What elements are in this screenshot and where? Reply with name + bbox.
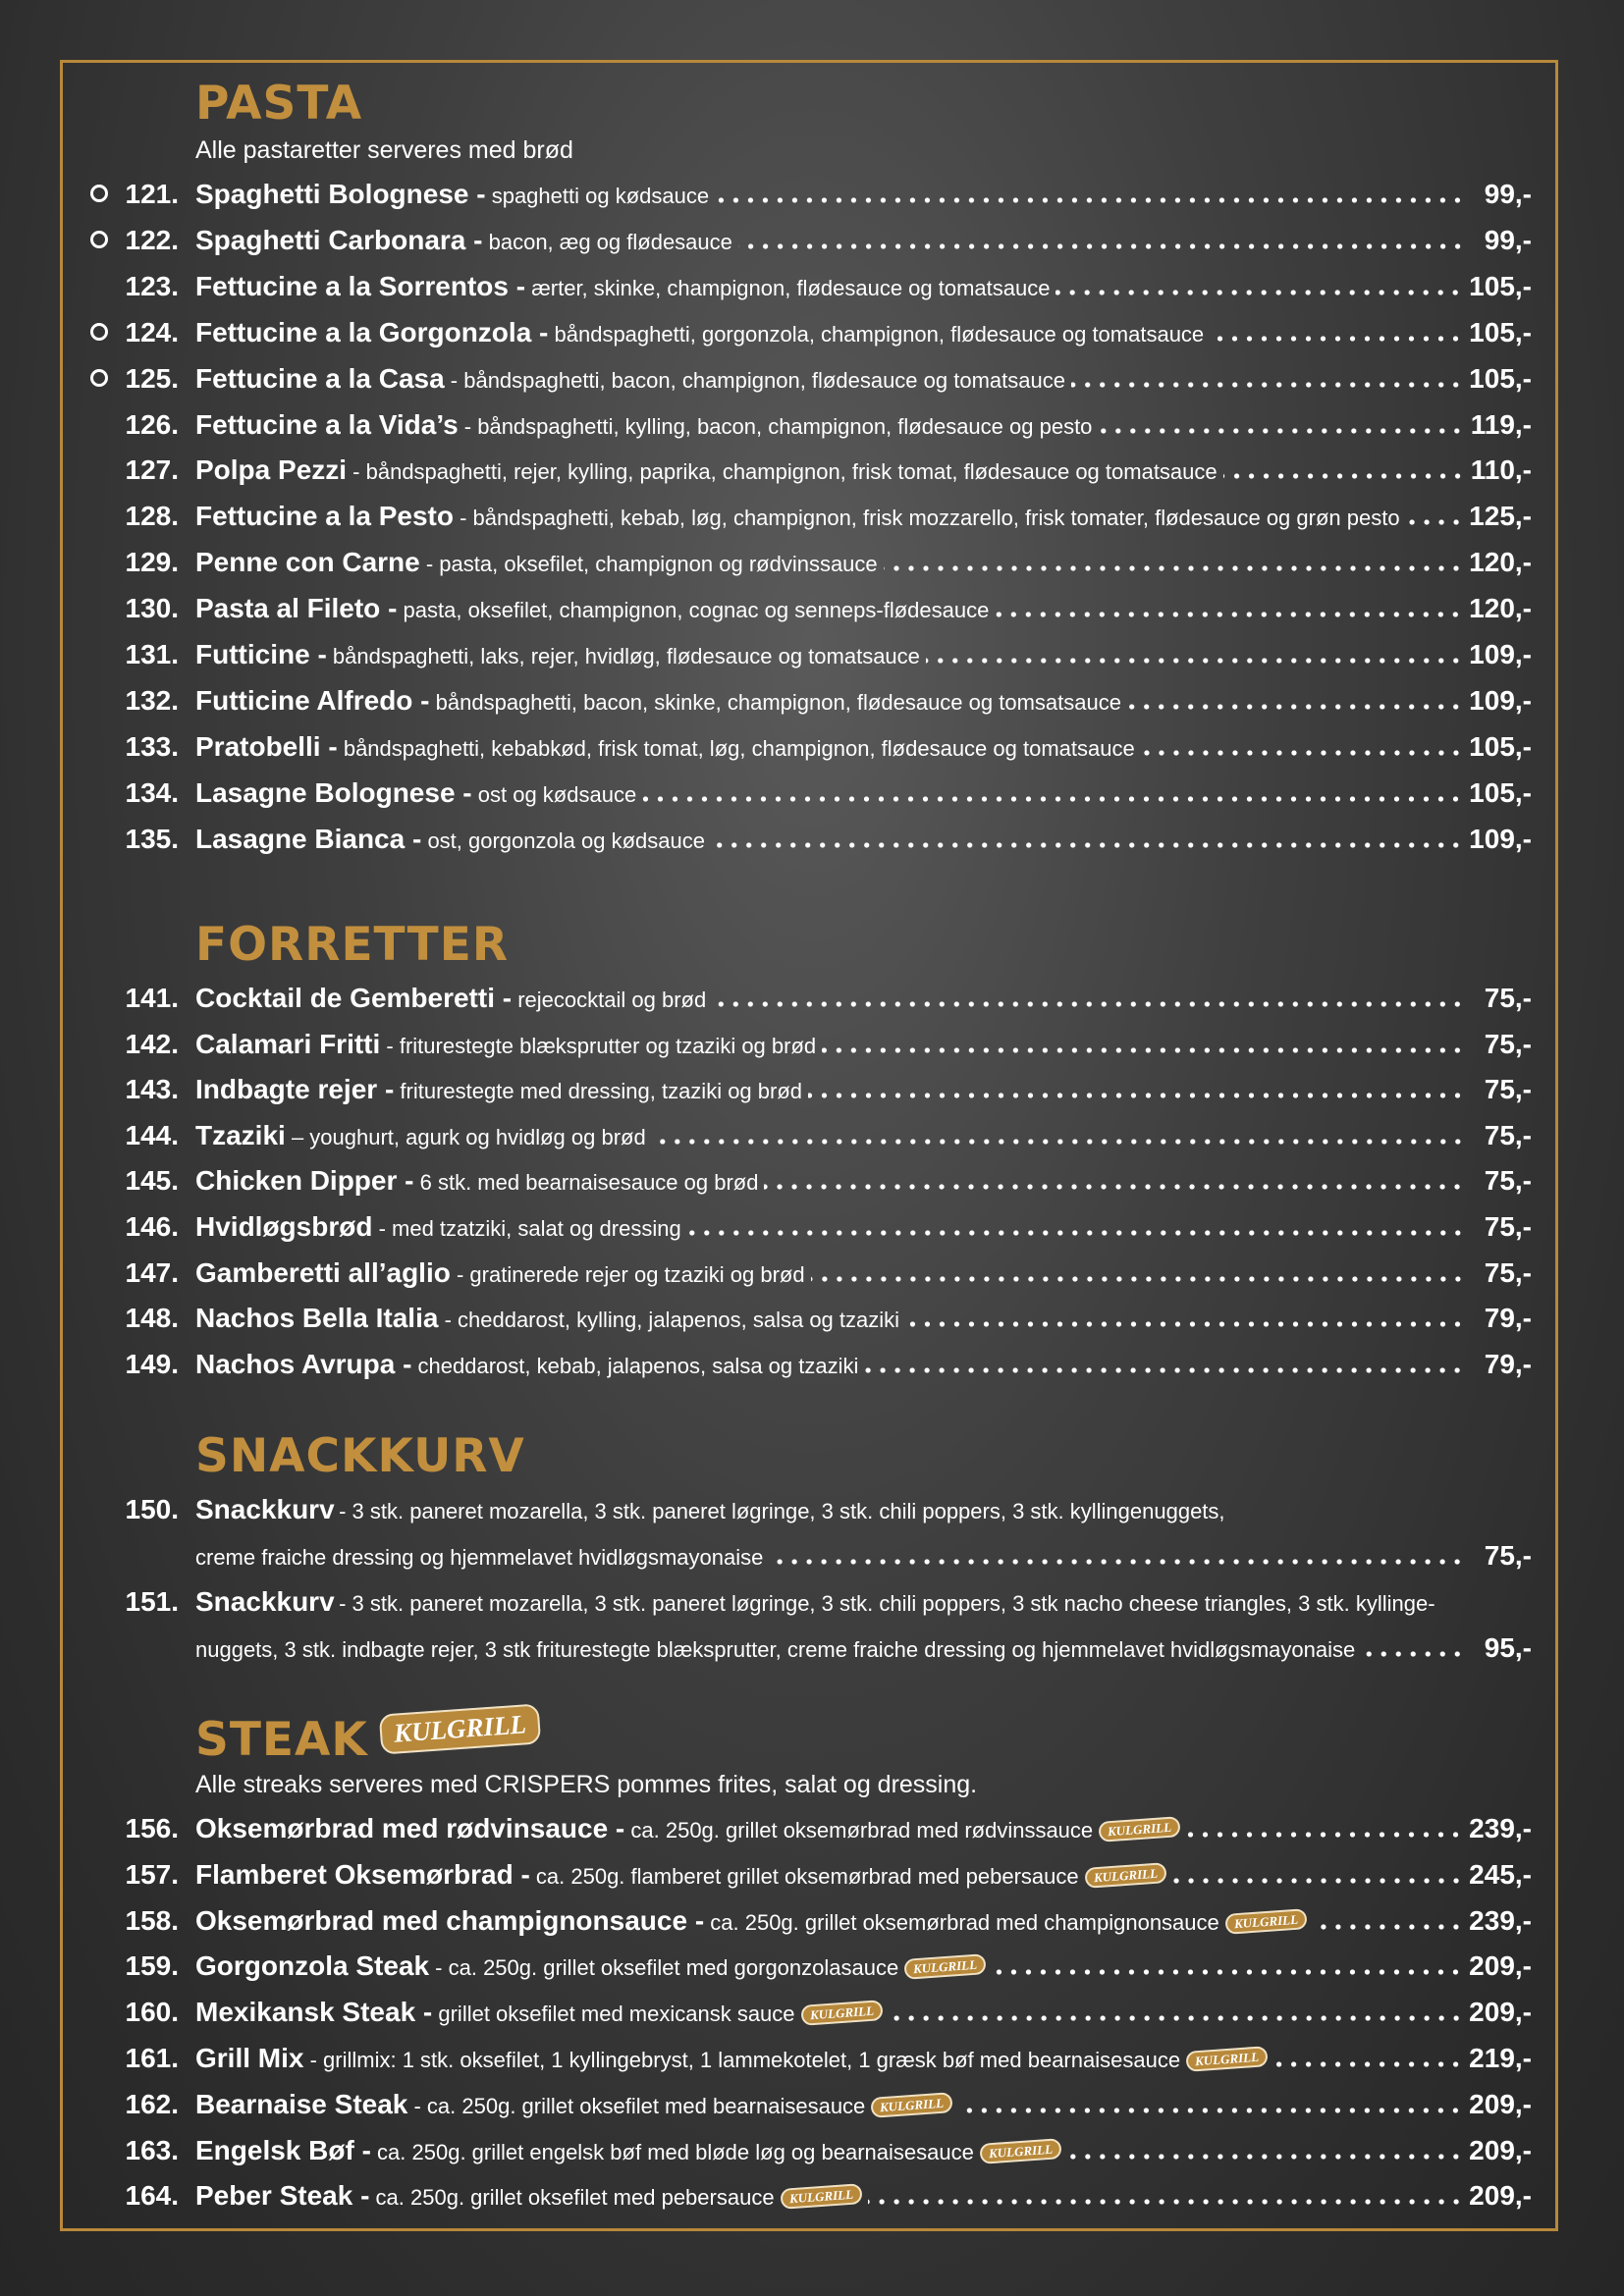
- item-line: [195, 2085, 1532, 2124]
- item-line: [195, 497, 1532, 536]
- kulgrill-badge: KULGRILL: [1084, 1862, 1166, 1889]
- item-name: Penne con Carne: [195, 547, 420, 578]
- item-name: Indbagte rejer -: [195, 1074, 395, 1105]
- item-number: 151.: [125, 1586, 179, 1617]
- dot-leader: [1186, 1829, 1463, 1841]
- menu-item: [0, 1855, 1624, 1901]
- item-description: grillet oksefilet med mexicansk sauce: [438, 2002, 795, 2027]
- menu-item: [0, 405, 1624, 452]
- item-description: - pasta, oksefilet, champignon og rødvinssauce: [425, 552, 878, 577]
- item-number: 164.: [125, 2180, 179, 2212]
- item-line: [195, 313, 1532, 352]
- item-number: 145.: [125, 1165, 179, 1197]
- item-price: 105,-: [1469, 362, 1532, 394]
- item-name: Oksemørbrad med rødvinsauce -: [195, 1813, 625, 1843]
- kulgrill-badge: KULGRILL: [1224, 1908, 1307, 1935]
- item-description: creme fraiche dressing og hjemmelavet hvidløgsmayonaise: [195, 1545, 764, 1570]
- kulgrill-badge: KULGRILL: [1185, 2046, 1268, 2072]
- item-price: 75,-: [1484, 1074, 1532, 1105]
- item-number: 127.: [125, 454, 179, 486]
- item-description: - ca. 250g. grillet oksefilet med bearnaisesauce: [413, 2093, 866, 2118]
- item-description: - ca. 250g. grillet oksefilet med gorgonzolasauce: [435, 1955, 899, 1981]
- item-price: 75,-: [1484, 1540, 1532, 1571]
- item-description: rejecocktail og brød: [517, 988, 707, 1012]
- dot-leader: [711, 839, 1463, 851]
- menu-item: [0, 1345, 1624, 1391]
- item-description: nuggets, 3 stk. indbagte rejer, 3 stk friturestegte blæksprutter, creme fraiche dressing og hjemmelavet hvidløgsmayonaise: [195, 1637, 1356, 1662]
- item-price: 120,-: [1469, 593, 1532, 624]
- dot-leader: [868, 2196, 1464, 2208]
- item-description: cheddarost, kebab, jalapenos, salsa og tzaziki: [417, 1353, 859, 1378]
- item-description: båndspaghetti, laks, rejer, hvidløg, flødesauce og tomatsauce: [332, 644, 920, 668]
- item-line: [195, 1993, 1532, 2032]
- dot-leader: [687, 1227, 1465, 1239]
- menu-item: [0, 2085, 1624, 2131]
- item-description: - grillmix: 1 stk. oksefilet, 1 kyllingebryst, 1 lammekotelet, 1 græsk bøf med bearnaisesauce: [309, 2048, 1181, 2072]
- menu-item: [0, 1582, 1624, 1675]
- item-description: ca. 250g. grillet oksemørbrad med champignonsauce: [710, 1909, 1219, 1935]
- item-description: båndspaghetti, kebabkød, frisk tomat, løg, champignon, flødesauce og tomatsauce: [343, 735, 1135, 761]
- dot-leader: [1172, 1875, 1464, 1887]
- item-second-line: [195, 1629, 1532, 1668]
- item-description: ca. 250g. grillet oksefilet med pebersauce: [375, 2185, 775, 2211]
- item-price: 110,-: [1470, 454, 1532, 486]
- item-price: 245,-: [1469, 1858, 1532, 1890]
- item-description: - 3 stk. paneret mozarella, 3 stk. paneret løgringe, 3 stk. chili poppers, 3 stk nacho cheese triangles, 3 stk. kyllinge-: [339, 1591, 1435, 1616]
- menu-item: [0, 681, 1624, 727]
- menu-item: [0, 451, 1624, 497]
- kulgrill-badge: KULGRILL: [1099, 1816, 1181, 1842]
- item-line: [195, 1855, 1532, 1895]
- section-title: PASTA: [195, 77, 363, 131]
- menu-item: [0, 313, 1624, 359]
- item-name: Mexikansk Steak -: [195, 1997, 433, 2028]
- item-name: Spaghetti Bolognese -: [195, 179, 486, 209]
- item-second-line: [195, 1536, 1532, 1575]
- item-name: Nachos Bella Italia: [195, 1303, 439, 1334]
- section-title: FORRETTER: [195, 918, 510, 972]
- item-name: Lasagne Bianca -: [195, 823, 422, 854]
- kulgrill-badge: KULGRILL: [780, 2184, 862, 2211]
- item-name: Tzaziki: [195, 1119, 286, 1150]
- item-number: 146.: [125, 1211, 179, 1242]
- menu-item: [0, 1490, 1624, 1582]
- dot-leader: [1223, 470, 1465, 482]
- item-name: Spaghetti Carbonara -: [195, 224, 483, 255]
- menu-item: [0, 1254, 1624, 1300]
- item-number: 157.: [125, 1858, 179, 1890]
- item-name: Pratobelli -: [195, 730, 338, 762]
- item-price: 105,-: [1469, 776, 1532, 808]
- item-name: Fettucine a la Casa: [195, 362, 445, 394]
- item-name: Bearnaise Steak: [195, 2088, 408, 2119]
- item-line: [195, 2176, 1532, 2216]
- menu-item: [0, 1993, 1624, 2039]
- item-name: Peber Steak -: [195, 2180, 370, 2212]
- item-number: 147.: [125, 1256, 179, 1288]
- item-name: Nachos Avrupa -: [195, 1348, 412, 1379]
- item-first-line: [195, 1582, 1435, 1622]
- item-name: Oksemørbrad med champignonsauce -: [195, 1904, 705, 1936]
- menu-item: [0, 497, 1624, 543]
- item-number: 124.: [125, 316, 179, 347]
- item-description: pasta, oksefilet, champignon, cognac og senneps-flødesauce: [403, 598, 990, 623]
- item-name: Cocktail de Gemberetti -: [195, 983, 513, 1013]
- item-price: 109,-: [1469, 639, 1532, 669]
- item-description: 6 stk. med bearnaisesauce og brød: [419, 1170, 759, 1196]
- item-price: 120,-: [1469, 547, 1532, 578]
- dot-leader: [889, 2012, 1464, 2024]
- section-title: SNACKKURV: [195, 1429, 525, 1483]
- menu-item: [0, 267, 1624, 313]
- item-number: 161.: [125, 2043, 179, 2073]
- item-description: ærter, skinke, champignon, flødesauce og tomatsauce: [531, 275, 1051, 300]
- kulgrill-badge: KULGRILL: [800, 2000, 883, 2026]
- menu-item: [0, 1901, 1624, 1948]
- item-number: 158.: [125, 1904, 179, 1936]
- item-description: - med tzatziki, salat og dressing: [378, 1216, 681, 1241]
- dot-leader: [712, 998, 1465, 1010]
- item-line: [195, 1901, 1532, 1941]
- dot-leader: [995, 609, 1463, 620]
- item-name: Engelsk Bøf -: [195, 2134, 371, 2165]
- item-name: Fettucine a la Gorgonzola -: [195, 316, 549, 347]
- item-description: - båndspaghetti, kylling, bacon, champignon, flødesauce og pesto: [463, 413, 1093, 439]
- item-description: friturestegte med dressing, tzaziki og brød: [400, 1079, 803, 1104]
- item-description: ca. 250g. grillet oksemørbrad med rødvinssauce: [630, 1818, 1094, 1842]
- item-description: ca. 250g. flamberet grillet oksemørbrad med pebersauce: [535, 1863, 1079, 1889]
- menu-item: [0, 727, 1624, 774]
- item-description: - gratinerede rejer og tzaziki og brød: [456, 1261, 805, 1287]
- item-number: 129.: [125, 547, 179, 578]
- dot-leader: [1098, 425, 1464, 437]
- menu-item: [0, 1207, 1624, 1254]
- item-description: spaghetti og kødsauce: [491, 184, 710, 208]
- item-description: - friturestegte blæksprutter og tzaziki og brød: [386, 1033, 817, 1058]
- item-line: [195, 1947, 1532, 1986]
- kulgrill-badge: KULGRILL: [979, 2138, 1061, 2164]
- item-number: 149.: [125, 1348, 179, 1379]
- item-description: båndspaghetti, gorgonzola, champignon, flødesauce og tomatsauce: [554, 321, 1205, 347]
- item-line: [195, 1809, 1532, 1848]
- menu-item: [0, 221, 1624, 267]
- kulgrill-badge: KULGRILL: [379, 1703, 541, 1754]
- item-price: 75,-: [1484, 1028, 1532, 1059]
- item-description: - båndspaghetti, kebab, løg, champignon, frisk mozzarello, frisk tomater, flødesauce og grøn pesto: [460, 506, 1400, 531]
- item-price: 75,-: [1484, 1165, 1532, 1197]
- item-number: 141.: [125, 983, 179, 1013]
- item-price: 105,-: [1469, 270, 1532, 301]
- dot-leader: [926, 655, 1463, 667]
- item-line: [195, 820, 1532, 859]
- dot-leader: [884, 562, 1464, 574]
- item-line: [195, 1116, 1532, 1155]
- item-name: Flamberet Oksemørbrad -: [195, 1858, 530, 1890]
- item-price: 75,-: [1484, 983, 1532, 1013]
- menu-item: [0, 589, 1624, 635]
- item-price: 209,-: [1469, 2088, 1532, 2119]
- kulgrill-badge: KULGRILL: [871, 2092, 953, 2118]
- item-price: 109,-: [1469, 823, 1532, 854]
- dot-leader: [1141, 747, 1463, 759]
- dot-leader: [738, 240, 1465, 252]
- item-price: 209,-: [1469, 1997, 1532, 2028]
- item-line: [195, 543, 1532, 582]
- item-description: bacon, æg og flødesauce: [488, 229, 732, 254]
- dot-leader: [1313, 1921, 1463, 1933]
- dot-leader: [769, 1556, 1465, 1568]
- item-description: båndspaghetti, bacon, skinke, champignon, flødesauce og tomsatsauce: [435, 689, 1121, 715]
- item-price: 109,-: [1469, 684, 1532, 716]
- item-number: 148.: [125, 1303, 179, 1334]
- item-line: [195, 175, 1532, 214]
- menu-item: [0, 1116, 1624, 1162]
- item-line: [195, 1207, 1532, 1247]
- item-price: 119,-: [1470, 408, 1532, 440]
- menu-item: [0, 820, 1624, 866]
- dot-leader: [1273, 2058, 1463, 2070]
- menu-item: [0, 1161, 1624, 1207]
- item-price: 79,-: [1484, 1303, 1532, 1334]
- item-line: [195, 451, 1532, 490]
- menu-item: [0, 1025, 1624, 1071]
- dot-leader: [1127, 701, 1463, 713]
- item-number: 132.: [125, 684, 179, 716]
- item-price: 209,-: [1469, 2134, 1532, 2165]
- item-price: 105,-: [1469, 730, 1532, 762]
- item-description: ost, gorgonzola og kødsauce: [427, 828, 705, 853]
- item-number: 123.: [125, 270, 179, 301]
- dot-leader: [905, 1318, 1465, 1330]
- item-price: 99,-: [1484, 224, 1532, 255]
- dot-leader: [1067, 2151, 1463, 2163]
- menu-item: [0, 1809, 1624, 1855]
- section-note: Alle pastaretter serveres med brød: [195, 136, 573, 164]
- item-line: [195, 1254, 1532, 1293]
- item-description: - 3 stk. paneret mozarella, 3 stk. paneret løgringe, 3 stk. chili poppers, 3 stk. kyllingenuggets,: [339, 1499, 1225, 1523]
- item-number: 142.: [125, 1028, 179, 1059]
- dot-leader: [992, 1966, 1463, 1978]
- item-name: Gamberetti all’aglio: [195, 1256, 451, 1288]
- item-number: 144.: [125, 1119, 179, 1150]
- item-name: Lasagne Bolognese -: [195, 776, 472, 808]
- item-name: Snackkurv: [195, 1586, 335, 1617]
- item-line: [195, 221, 1532, 260]
- item-number: 125.: [125, 362, 179, 394]
- item-name: Futticine -: [195, 639, 327, 669]
- item-price: 75,-: [1484, 1211, 1532, 1242]
- item-name: Fettucine a la Pesto: [195, 501, 454, 532]
- item-line: [195, 1345, 1532, 1384]
- dot-leader: [958, 2105, 1463, 2116]
- item-name: Calamari Fritti: [195, 1028, 381, 1059]
- item-price: 99,-: [1484, 179, 1532, 209]
- dot-leader: [1406, 516, 1464, 528]
- item-line: [195, 2039, 1532, 2078]
- item-price: 79,-: [1484, 1348, 1532, 1379]
- kulgrill-badge: KULGRILL: [904, 1954, 987, 1981]
- item-number: 135.: [125, 823, 179, 854]
- item-name: Hvidløgsbrød: [195, 1211, 373, 1242]
- item-number: 143.: [125, 1074, 179, 1105]
- item-number: 160.: [125, 1997, 179, 2028]
- dot-leader: [715, 194, 1465, 206]
- menu-item: [0, 774, 1624, 820]
- item-price: 239,-: [1469, 1904, 1532, 1936]
- item-price: 125,-: [1469, 501, 1532, 532]
- item-description: ca. 250g. grillet engelsk bøf med bløde løg og bearnaisesauce: [377, 2139, 974, 2164]
- menu-item: [0, 979, 1624, 1025]
- item-line: [195, 1025, 1532, 1064]
- menu-item: [0, 175, 1624, 221]
- dot-leader: [808, 1090, 1465, 1101]
- item-line: [195, 589, 1532, 628]
- item-line: [195, 1299, 1532, 1338]
- item-number: 121.: [125, 179, 179, 209]
- dot-leader: [1071, 379, 1463, 391]
- dot-leader: [822, 1044, 1465, 1056]
- item-price: 75,-: [1484, 1256, 1532, 1288]
- dot-leader: [1210, 333, 1463, 345]
- item-price: 239,-: [1469, 1813, 1532, 1843]
- menu-item: [0, 635, 1624, 681]
- dot-leader: [1056, 287, 1463, 298]
- item-line: [195, 2131, 1532, 2170]
- item-line: [195, 1161, 1532, 1201]
- item-line: [195, 267, 1532, 306]
- item-number: 162.: [125, 2088, 179, 2119]
- item-name: Gorgonzola Steak: [195, 1950, 430, 1982]
- item-number: 131.: [125, 639, 179, 669]
- item-name: Polpa Pezzi: [195, 454, 348, 486]
- item-number: 134.: [125, 776, 179, 808]
- item-name: Snackkurv: [195, 1494, 335, 1524]
- item-name: Fettucine a la Sorrentos -: [195, 270, 526, 301]
- item-number: 122.: [125, 224, 179, 255]
- item-number: 159.: [125, 1950, 179, 1982]
- menu-item: [0, 1299, 1624, 1345]
- item-price: 209,-: [1469, 1950, 1532, 1982]
- section-note: Alle streaks serveres med CRISPERS pommes frites, salat og dressing.: [195, 1771, 978, 1798]
- item-number: 156.: [125, 1813, 179, 1843]
- item-name: Grill Mix: [195, 2043, 304, 2073]
- item-price: 219,-: [1469, 2043, 1532, 2073]
- item-description: - cheddarost, kylling, jalapenos, salsa og tzaziki: [444, 1308, 900, 1333]
- dot-leader: [652, 1136, 1465, 1148]
- item-name: Chicken Dipper -: [195, 1165, 414, 1197]
- item-price: 209,-: [1469, 2180, 1532, 2212]
- item-line: [195, 635, 1532, 674]
- item-number: 130.: [125, 593, 179, 624]
- item-line: [195, 359, 1532, 399]
- item-number: 126.: [125, 408, 179, 440]
- item-description: - båndspaghetti, rejer, kylling, paprika, champignon, frisk tomat, flødesauce og tomatsauce: [352, 459, 1218, 485]
- item-line: [195, 681, 1532, 721]
- item-number: 133.: [125, 730, 179, 762]
- item-line: [195, 727, 1532, 767]
- menu-item: [0, 543, 1624, 589]
- item-description: ost og kødsauce: [477, 781, 637, 807]
- menu-item: [0, 359, 1624, 405]
- item-description: - båndspaghetti, bacon, champignon, flødesauce og tomatsauce: [450, 367, 1065, 393]
- item-price: 75,-: [1484, 1119, 1532, 1150]
- item-name: Futticine Alfredo -: [195, 684, 430, 716]
- menu-item: [0, 2131, 1624, 2177]
- menu-item: [0, 2039, 1624, 2085]
- item-number: 163.: [125, 2134, 179, 2165]
- item-description: – youghurt, agurk og hvidløg og brød: [291, 1124, 646, 1149]
- menu-item: [0, 1947, 1624, 1993]
- item-line: [195, 774, 1532, 813]
- item-name: Fettucine a la Vida’s: [195, 408, 459, 440]
- dot-leader: [1361, 1648, 1465, 1660]
- dot-leader: [642, 793, 1463, 805]
- item-line: [195, 1070, 1532, 1109]
- menu-item: [0, 1070, 1624, 1116]
- dot-leader: [764, 1181, 1465, 1193]
- dot-leader: [811, 1273, 1465, 1285]
- item-price: 105,-: [1469, 316, 1532, 347]
- item-first-line: [195, 1490, 1225, 1529]
- item-line: [195, 405, 1532, 445]
- section-title: STEAK: [195, 1713, 368, 1767]
- item-number: 128.: [125, 501, 179, 532]
- dot-leader: [864, 1364, 1465, 1376]
- item-line: [195, 979, 1532, 1018]
- item-name: Pasta al Fileto -: [195, 593, 398, 624]
- item-price: 95,-: [1484, 1632, 1532, 1663]
- menu-item: [0, 2176, 1624, 2222]
- item-number: 150.: [125, 1494, 179, 1524]
